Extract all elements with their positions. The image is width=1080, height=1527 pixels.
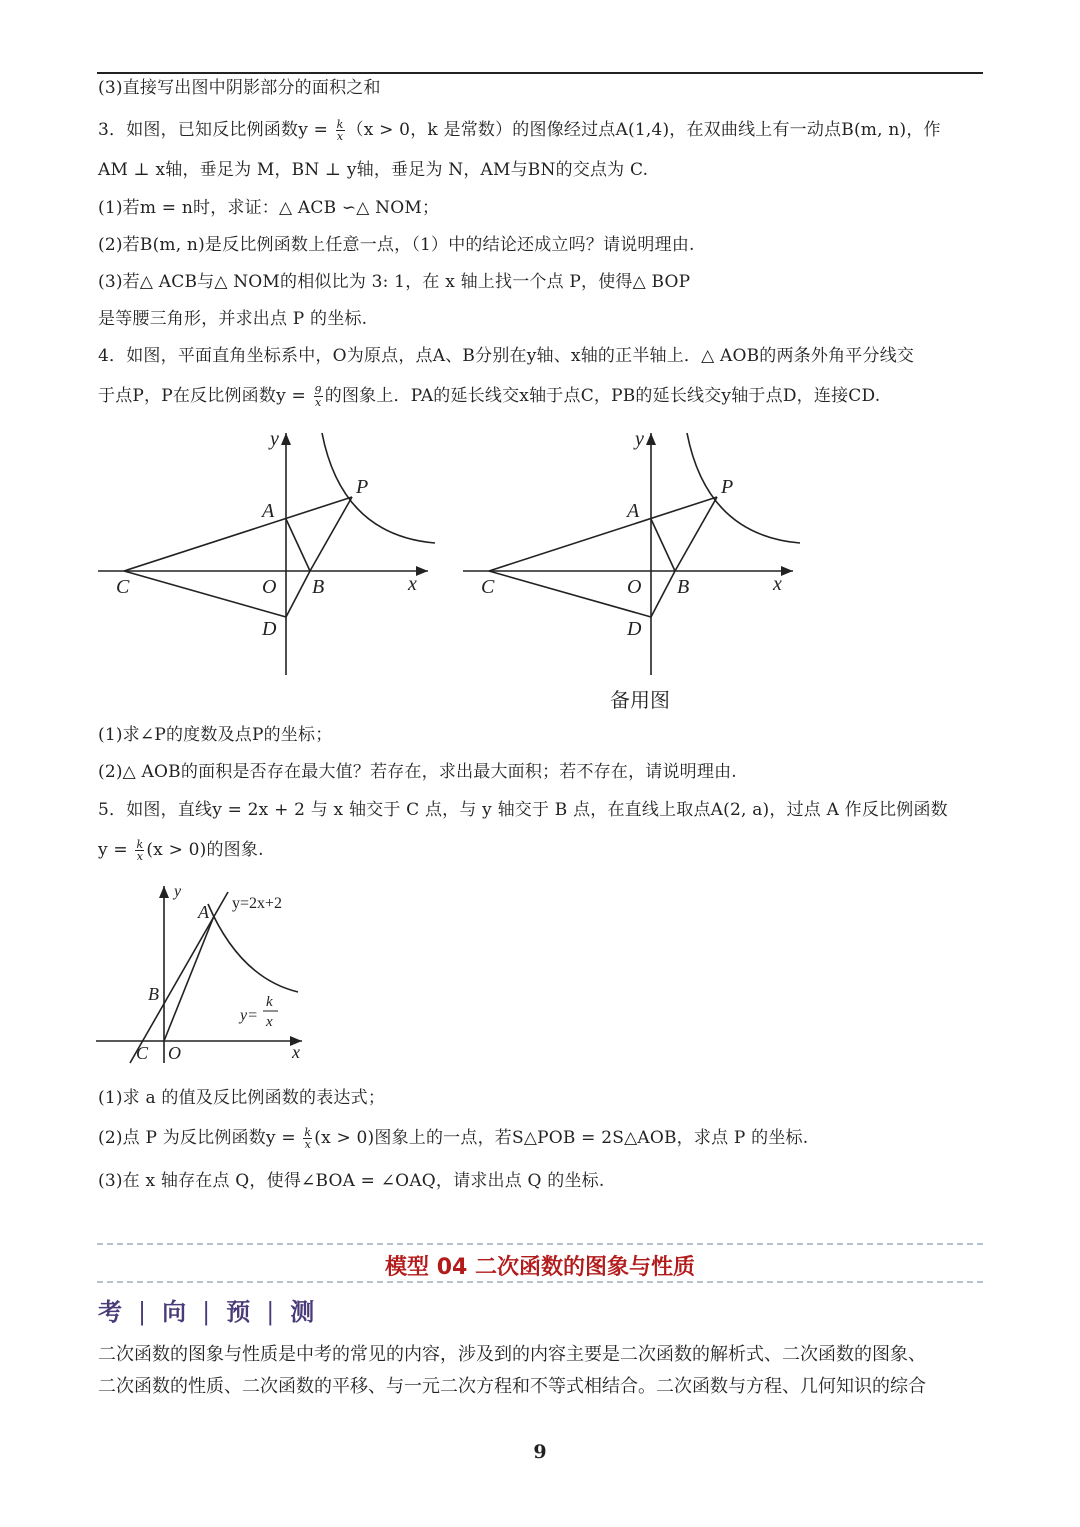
q4-stem-line1: 4．如图，平面直角坐标系中，O为原点，点A、B分别在y轴、x轴的正半轴上．△ AOB的两条外角平分线交 — [98, 346, 915, 366]
point-B-label: B — [312, 576, 325, 598]
q5-stem-line1: 5．如图，直线y = 2x + 2 与 x 轴交于 C 点，与 y 轴交于 B 点，在直线上取点A(2, a)，过点 A 作反比例函数 — [98, 800, 948, 820]
point-A-label: A — [627, 500, 640, 522]
q3-part2: (2)若B(m, n)是反比例函数上任意一点，（1）中的结论还成立吗？请说明理由. — [98, 235, 695, 255]
q3-part1: (1)若m = n时，求证：△ ACB ∽△ NOM； — [98, 198, 440, 218]
q4-part2: (2)△ AOB的面积是否存在最大值？若存在，求出最大面积；若不存在，请说明理由. — [98, 762, 737, 782]
point-A-label: A — [262, 500, 275, 522]
figure5 — [90, 878, 320, 1068]
x-axis-label: x — [773, 573, 782, 595]
heading-char-4: 测 — [290, 1297, 317, 1326]
heading-char-1: 考 — [98, 1297, 124, 1326]
q5-part1: (1)求 a 的值及反比例函数的表达式； — [98, 1088, 386, 1108]
origin-label: O — [262, 576, 277, 598]
figure4-backup — [455, 425, 815, 685]
point-D-label: D — [627, 618, 642, 640]
q5-part3: (3)在 x 轴存在点 Q，使得∠BOA = ∠OAQ，请求出点 Q 的坐标. — [98, 1171, 605, 1191]
curve-equation-label: y= — [240, 1007, 258, 1024]
q3-part3: (3)若△ ACB与△ NOM的相似比为 3: 1，在 x 轴上找一个点 P，使得△ BOP — [98, 272, 691, 292]
origin-label: O — [627, 576, 642, 598]
q3-stem-a: 3．如图，已知反比例函数y = — [98, 120, 334, 140]
q5-part2 — [98, 1126, 982, 1150]
q4-stem-b: 的图象上．PA的延长线交x轴于点C，PB的延长线交y轴于点D，连接CD. — [324, 386, 881, 406]
top-rule — [97, 72, 983, 74]
heading-char-2: 向 — [162, 1297, 189, 1326]
x-axis-label: x — [408, 573, 417, 595]
y-axis-label: y — [174, 883, 182, 900]
q5-stem-a: y = — [98, 840, 134, 860]
section-title: 模型 04 二次函数的图象与性质 — [385, 1255, 695, 1280]
q3-stem-line1 — [98, 118, 982, 142]
q3-part3-cont: 是等腰三角形，并求出点 P 的坐标. — [98, 309, 368, 329]
exam-forecast-heading: 考 | 向 | 预 | 测 — [98, 1297, 317, 1326]
q3-stem-line2: AM ⊥ x轴，垂足为 M，BN ⊥ y轴，垂足为 N，AM与BN的交点为 C. — [98, 160, 649, 180]
q2-part3: (3)直接写出图中阴影部分的面积之和 — [98, 78, 381, 98]
x-axis-label: x — [292, 1042, 300, 1062]
curve-x-label: x — [266, 1014, 273, 1030]
section-paragraph-line1: 二次函数的图象与性质是中考的常见的内容，涉及到的内容主要是二次函数的解析式、二次函数的图象、 — [98, 1344, 926, 1365]
fraction-k-over-x: $\frac{k}{x}$ — [136, 838, 144, 863]
q5-part2-b: (x > 0)图象上的一点，若S△POB = 2S△AOB，求点 P 的坐标. — [314, 1128, 809, 1148]
y-axis-label: y — [635, 428, 644, 450]
q4-stem-a: 于点P，P在反比例函数y = — [98, 386, 312, 406]
y-axis-label: y — [270, 428, 279, 450]
q5-part2-a: (2)点 P 为反比例函数y = — [98, 1128, 302, 1148]
fraction-k-over-x: $\frac{k}{x}$ — [336, 118, 344, 143]
q4-stem-line2 — [98, 384, 982, 408]
point-C-label: C — [136, 1043, 149, 1063]
point-P-label: P — [721, 476, 734, 498]
figure4-main — [90, 425, 450, 685]
section-divider-top — [97, 1243, 983, 1245]
q3-stem-b: （x > 0，k 是常数）的图像经过点A(1,4)，在双曲线上有一动点B(m, n)，作 — [346, 120, 941, 140]
point-C-label: C — [116, 576, 130, 598]
point-A-label: A — [198, 902, 209, 922]
origin-label: O — [168, 1043, 181, 1063]
point-C-label: C — [481, 576, 495, 598]
point-B-label: B — [677, 576, 690, 598]
page-number: 9 — [533, 1441, 547, 1463]
point-D-label: D — [262, 618, 277, 640]
q5-stem-line2 — [98, 838, 982, 862]
q4-part1: (1)求∠P的度数及点P的坐标； — [98, 725, 333, 745]
section-paragraph-line2: 二次函数的性质、二次函数的平移、与一元二次方程和不等式相结合。二次函数与方程、几何知识的综合 — [98, 1376, 926, 1397]
q5-stem-b: (x > 0)的图象. — [146, 840, 264, 860]
line-equation-label: y=2x+2 — [232, 895, 283, 912]
point-B-label: B — [148, 984, 159, 1004]
heading-char-3: 预 — [226, 1297, 253, 1326]
fraction-k-over-x: $\frac{k}{x}$ — [304, 1126, 312, 1151]
section-divider-bottom — [97, 1281, 983, 1283]
fraction-9-over-x: $\frac{9}{x}$ — [314, 384, 322, 409]
point-P-label: P — [356, 476, 369, 498]
curve-k-label: k — [266, 994, 273, 1010]
figure4-caption: 备用图 — [610, 688, 670, 712]
